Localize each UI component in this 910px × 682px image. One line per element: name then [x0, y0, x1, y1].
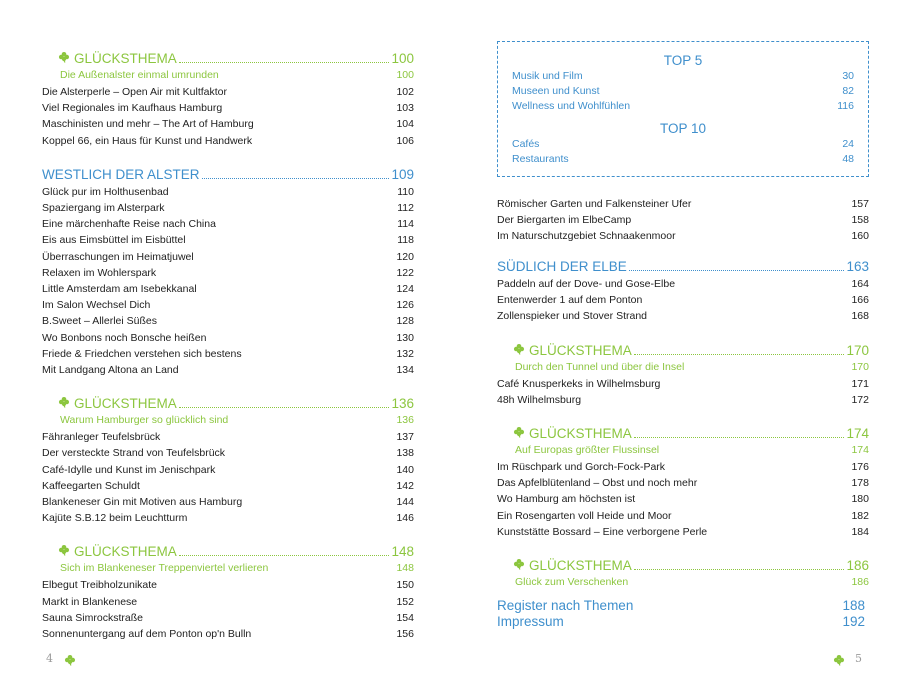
- clover-icon-wrap: [513, 558, 529, 570]
- toc-entry[interactable]: [497, 214, 869, 228]
- toc-entry[interactable]: [42, 348, 414, 362]
- glueck-subtitle-title: Warum Hamburger so glücklich sind: [60, 414, 229, 427]
- toc-entry[interactable]: [42, 102, 414, 116]
- glueck-heading-title: GLÜCKSTHEMA: [529, 342, 632, 358]
- toc-entry-page: 158: [851, 214, 869, 227]
- clover-icon-wrap: [58, 51, 74, 63]
- clover-icon: [58, 51, 70, 63]
- toc-entry-page: 156: [396, 628, 414, 640]
- toc-entry-title: Friede & Friedchen verstehen sich bestens: [42, 347, 242, 360]
- glueck-subtitle-title: Durch den Tunnel und über die Insel: [515, 360, 685, 373]
- top5-entry-title: Museen und Kunst: [512, 85, 600, 97]
- toc-entry-title: Spaziergang im Alsterpark: [42, 202, 165, 214]
- toc-entry-title: Ein Rosengarten voll Heide und Moor: [497, 509, 672, 522]
- toc-entry-title: Markt in Blankenese: [42, 595, 138, 608]
- footer-link-title: Impressum: [497, 614, 564, 629]
- toc-entry-page: 104: [396, 118, 414, 131]
- leader-dots: [179, 554, 390, 556]
- footer-link-page: 192: [842, 614, 865, 629]
- top5-entry-page: 116: [837, 100, 854, 112]
- top5-entry-title: Musik und Film: [512, 70, 583, 82]
- toc-entry-title: Das Apfelblütenland – Obst und noch mehr: [497, 477, 698, 490]
- toc-entry-page: 124: [396, 283, 414, 295]
- toc-entry-title: Sauna Simrockstraße: [42, 611, 143, 624]
- region-heading-title: WESTLICH DER ALSTER: [42, 166, 200, 182]
- toc-entry-page: 102: [396, 86, 414, 98]
- toc-entry-page: 152: [396, 595, 414, 608]
- footer-link[interactable]: [497, 614, 865, 632]
- region-heading-title: SÜDLICH DER ELBE: [497, 259, 627, 274]
- toc-entry[interactable]: [497, 394, 869, 408]
- glueck-heading-title: GLÜCKSTHEMA: [74, 51, 177, 66]
- glueck-heading[interactable]: [58, 51, 414, 69]
- toc-entry-title: Café-Idylle und Kunst im Jenischpark: [42, 463, 216, 476]
- leader-dots: [634, 436, 845, 438]
- toc-entry-title: Blankeneser Gin mit Motiven aus Hamburg: [42, 496, 243, 508]
- toc-entry-title: Maschinisten und mehr – The Art of Hamburg: [42, 118, 254, 131]
- leader-dots: [629, 269, 845, 271]
- glueck-heading-title: GLÜCKSTHEMA: [529, 426, 632, 441]
- top5-entry-title: Wellness und Wohlfühlen: [512, 100, 631, 112]
- glueck-heading-page: 170: [846, 342, 869, 358]
- glueck-subtitle[interactable]: [515, 361, 869, 375]
- toc-entry[interactable]: [42, 118, 414, 132]
- toc-entry-title: Glück pur im Holthusenbad: [42, 185, 169, 198]
- toc-entry-title: Im Rüschpark und Gorch-Fock-Park: [497, 461, 666, 473]
- glueck-heading[interactable]: [513, 426, 869, 444]
- toc-entry-page: 176: [851, 461, 869, 473]
- toc-entry-title: Kaffeegarten Schuldt: [42, 479, 140, 492]
- toc-entry-title: Kunststätte Bossard – Eine verborgene Perle: [497, 525, 708, 538]
- toc-entry-page: 128: [396, 315, 414, 328]
- toc-entry-page: 166: [851, 294, 869, 307]
- clover-icon: [833, 654, 845, 666]
- toc-entry-title: Paddeln auf der Dove- und Gose-Elbe: [497, 278, 676, 290]
- toc-entry[interactable]: [42, 186, 414, 200]
- toc-entry[interactable]: [497, 477, 869, 491]
- toc-entry[interactable]: [497, 294, 869, 308]
- toc-entry-page: 154: [396, 611, 414, 624]
- clover-icon: [513, 426, 525, 438]
- glueck-subtitle-page: 148: [396, 562, 414, 575]
- top10-entry-title: Restaurants: [512, 153, 569, 165]
- toc-entry[interactable]: [497, 526, 869, 540]
- toc-entry[interactable]: [42, 332, 414, 346]
- toc-entry-page: 157: [851, 198, 869, 210]
- glueck-subtitle-page: 170: [851, 360, 869, 373]
- toc-entry-page: 103: [396, 102, 414, 115]
- toc-entry-title: Café Knusperkeks in Wilhelmsburg: [497, 377, 661, 390]
- toc-entry-title: Kajüte S.B.12 beim Leuchtturm: [42, 512, 188, 525]
- toc-entry-page: 134: [396, 364, 414, 376]
- toc-entry-page: 184: [851, 525, 869, 538]
- toc-entry[interactable]: [42, 283, 414, 297]
- toc-entry[interactable]: [42, 86, 414, 100]
- region-heading-page: 163: [846, 259, 869, 274]
- top10-entry[interactable]: [512, 153, 854, 167]
- toc-entry-page: 122: [396, 266, 414, 279]
- toc-entry[interactable]: [497, 378, 869, 392]
- clover-icon-wrap: [513, 343, 529, 355]
- toc-entry-page: 120: [396, 250, 414, 263]
- region-heading-page: 109: [391, 166, 414, 182]
- glueck-heading[interactable]: [513, 558, 869, 576]
- top10-entry-page: 24: [842, 138, 854, 150]
- toc-entry[interactable]: [42, 464, 414, 478]
- toc-entry-page: 180: [851, 493, 869, 506]
- toc-entry[interactable]: [42, 612, 414, 626]
- glueck-subtitle-title: Sich im Blankeneser Treppenviertel verlieren: [60, 562, 269, 575]
- toc-entry-page: 126: [396, 299, 414, 312]
- region-heading[interactable]: [497, 259, 869, 277]
- top5-entry-page: 30: [842, 70, 854, 82]
- top5-entry[interactable]: [512, 100, 854, 114]
- toc-entry-page: 182: [851, 509, 869, 522]
- toc-entry[interactable]: [42, 512, 414, 526]
- toc-entry-page: 118: [397, 234, 414, 247]
- toc-entry-title: Elbegut Treibholzunikate: [42, 579, 157, 592]
- toc-entry[interactable]: [42, 496, 414, 510]
- toc-entry-page: 114: [397, 218, 414, 231]
- toc-entry-page: 164: [851, 278, 869, 290]
- clover-icon: [58, 544, 70, 556]
- toc-entry-page: 132: [396, 347, 414, 360]
- toc-entry-page: 178: [851, 477, 869, 490]
- glueck-subtitle-title: Die Außenalster einmal umrunden: [60, 69, 219, 81]
- toc-entry[interactable]: [42, 315, 414, 329]
- toc-entry-page: 171: [851, 377, 869, 390]
- clover-icon: [58, 396, 70, 408]
- clover-icon-wrap: [58, 544, 74, 556]
- toc-entry[interactable]: [497, 493, 869, 507]
- clover-icon: [64, 654, 76, 666]
- clover-icon-wrap: [58, 396, 74, 408]
- toc-entry-title: Fähranleger Teufelsbrück: [42, 431, 161, 444]
- toc-entry-title: Die Alsterperle – Open Air mit Kultfaktor: [42, 86, 227, 98]
- toc-entry[interactable]: [42, 364, 414, 378]
- toc-entry-page: 130: [396, 331, 414, 344]
- toc-entry-title: B.Sweet – Allerlei Süßes: [42, 315, 157, 328]
- glueck-subtitle-title: Auf Europas größter Flussinsel: [515, 444, 660, 456]
- glueck-subtitle[interactable]: [515, 444, 869, 458]
- toc-entry-title: Sonnenuntergang auf dem Ponton op'n Bulln: [42, 628, 252, 640]
- footer-clover-icon: [64, 652, 80, 670]
- toc-entry-page: 160: [851, 230, 869, 243]
- glueck-subtitle[interactable]: [60, 69, 414, 83]
- footer-link-title: Register nach Themen: [497, 598, 634, 613]
- toc-entry[interactable]: [42, 218, 414, 232]
- toc-entry-title: Überraschungen im Heimatjuwel: [42, 250, 194, 263]
- top5-entry-page: 82: [842, 85, 854, 97]
- toc-entry-title: Wo Bonbons noch Bonsche heißen: [42, 331, 207, 344]
- toc-entry-title: Der Biergarten im ElbeCamp: [497, 214, 632, 227]
- toc-entry[interactable]: [42, 431, 414, 445]
- toc-entry-page: 110: [397, 185, 414, 198]
- top5-entry[interactable]: [512, 85, 854, 99]
- glueck-subtitle[interactable]: [60, 414, 414, 428]
- toc-entry-title: Little Amsterdam am Isebekkanal: [42, 283, 197, 295]
- toc-entry-page: 146: [396, 512, 414, 525]
- toc-entry-page: 172: [851, 393, 869, 406]
- toc-entry-page: 106: [396, 134, 414, 147]
- toc-entry[interactable]: [497, 310, 869, 324]
- toc-entry-page: 112: [397, 202, 414, 214]
- clover-icon: [513, 558, 525, 570]
- glueck-heading[interactable]: [58, 544, 414, 562]
- top5-entry[interactable]: [512, 70, 854, 84]
- top-list-title: TOP 10: [659, 121, 707, 136]
- glueck-heading-page: 148: [391, 544, 414, 560]
- glueck-subtitle-title: Glück zum Verschenken: [515, 576, 629, 588]
- toc-entry-page: 138: [396, 447, 414, 460]
- glueck-subtitle-page: 174: [851, 444, 869, 456]
- toc-entry-title: 48h Wilhelmsburg: [497, 393, 582, 406]
- toc-entry[interactable]: [42, 299, 414, 313]
- glueck-heading-page: 100: [391, 51, 414, 66]
- toc-entry-title: Eine märchenhafte Reise nach China: [42, 218, 216, 231]
- toc-entry-page: 144: [396, 496, 414, 508]
- toc-entry-title: Römischer Garten und Falkensteiner Ufer: [497, 198, 692, 210]
- toc-entry-page: 137: [396, 431, 414, 444]
- top10-entry-title: Cafés: [512, 138, 540, 150]
- toc-entry[interactable]: [42, 135, 414, 149]
- toc-entry-title: Mit Landgang Altona an Land: [42, 364, 179, 376]
- glueck-subtitle-page: 136: [396, 414, 414, 427]
- clover-icon-wrap: [513, 426, 529, 438]
- toc-entry[interactable]: [497, 230, 869, 244]
- toc-entry-page: 140: [396, 463, 414, 476]
- toc-entry[interactable]: [42, 628, 414, 642]
- glueck-subtitle[interactable]: [60, 562, 414, 576]
- clover-icon: [513, 343, 525, 355]
- glueck-heading-page: 136: [391, 396, 414, 412]
- glueck-heading-page: 186: [846, 558, 869, 573]
- glueck-heading-page: 174: [846, 426, 869, 441]
- toc-entry[interactable]: [42, 202, 414, 216]
- toc-entry[interactable]: [42, 234, 414, 248]
- toc-entry[interactable]: [42, 579, 414, 593]
- toc-entry-title: Im Salon Wechsel Dich: [42, 299, 151, 312]
- footer-link-page: 188: [842, 598, 865, 613]
- right-page: [455, 0, 910, 682]
- toc-entry[interactable]: [497, 198, 869, 212]
- footer-clover-icon: [833, 652, 849, 670]
- region-heading[interactable]: [42, 167, 414, 185]
- glueck-subtitle[interactable]: [515, 576, 869, 590]
- glueck-subtitle-page: 186: [851, 576, 869, 588]
- toc-entry-title: Der versteckte Strand von Teufelsbrück: [42, 447, 226, 460]
- toc-entry-page: 150: [396, 579, 414, 592]
- toc-entry-title: Viel Regionales im Kaufhaus Hamburg: [42, 102, 223, 115]
- toc-entry[interactable]: [497, 461, 869, 475]
- toc-entry[interactable]: [497, 278, 869, 292]
- toc-entry-title: Zollenspieker und Stover Strand: [497, 310, 647, 323]
- toc-entry[interactable]: [42, 251, 414, 265]
- toc-entry-page: 168: [851, 310, 869, 323]
- leader-dots: [202, 177, 390, 179]
- toc-entry-title: Entenwerder 1 auf dem Ponton: [497, 294, 643, 307]
- toc-entry[interactable]: [42, 480, 414, 494]
- top10-entry[interactable]: [512, 138, 854, 152]
- page-number: 5: [855, 652, 862, 665]
- toc-entry[interactable]: [42, 267, 414, 281]
- toc-entry-title: Eis aus Eimsbüttel im Eisbüttel: [42, 234, 186, 247]
- glueck-heading-title: GLÜCKSTHEMA: [529, 558, 632, 573]
- top-list-title: TOP 5: [663, 53, 703, 68]
- toc-entry[interactable]: [42, 596, 414, 610]
- glueck-subtitle-page: 100: [396, 69, 414, 81]
- toc-entry[interactable]: [42, 447, 414, 461]
- toc-entry-title: Wo Hamburg am höchsten ist: [497, 493, 636, 506]
- leader-dots: [634, 568, 845, 570]
- toc-entry-page: 142: [396, 479, 414, 492]
- leader-dots: [179, 406, 390, 408]
- leader-dots: [179, 61, 390, 63]
- page-number: 4: [46, 652, 53, 665]
- toc-entry-title: Im Naturschutzgebiet Schnaakenmoor: [497, 230, 676, 243]
- leader-dots: [634, 353, 845, 355]
- top10-entry-page: 48: [842, 153, 854, 165]
- glueck-heading-title: GLÜCKSTHEMA: [74, 544, 177, 560]
- glueck-heading[interactable]: [513, 343, 869, 361]
- toc-entry-title: Koppel 66, ein Haus für Kunst und Handwerk: [42, 134, 253, 147]
- glueck-heading-title: GLÜCKSTHEMA: [74, 396, 177, 412]
- toc-entry[interactable]: [497, 510, 869, 524]
- glueck-heading[interactable]: [58, 396, 414, 414]
- toc-entry-title: Relaxen im Wohlerspark: [42, 266, 157, 279]
